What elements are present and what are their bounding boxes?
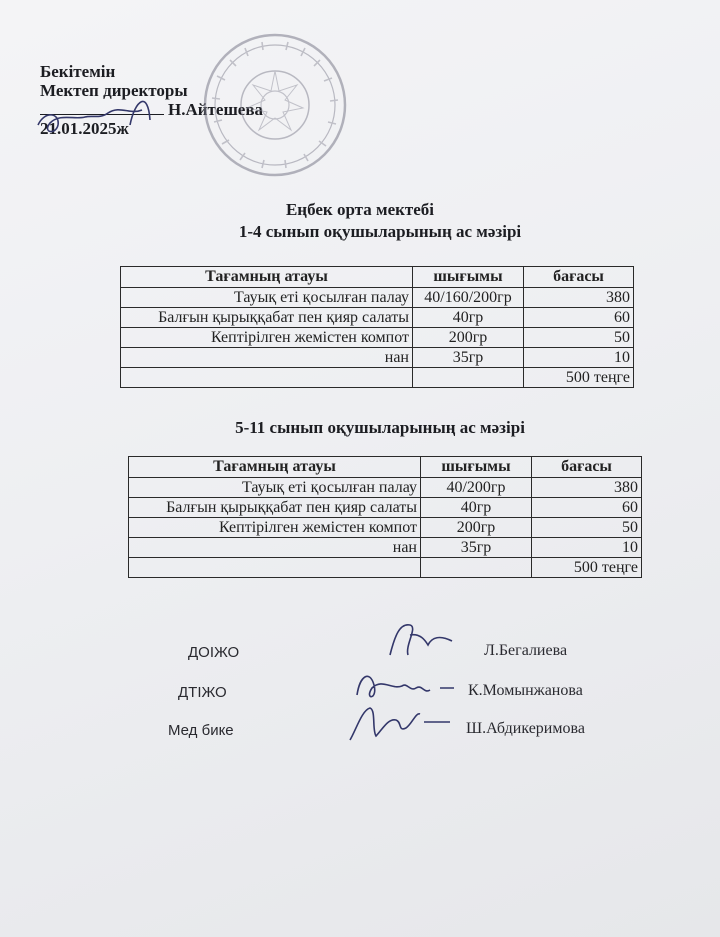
dish-name: нан bbox=[129, 538, 421, 558]
approval-line-approve: Бекітемін bbox=[40, 62, 116, 81]
table-total-row bbox=[129, 558, 642, 578]
table-row bbox=[121, 348, 634, 368]
signer-name: К.Момынжанова bbox=[468, 682, 583, 699]
table-total-row bbox=[121, 368, 634, 388]
director-name: Н.Айтешева bbox=[168, 100, 264, 119]
table-row bbox=[129, 478, 642, 498]
dish-yield: 35гр bbox=[413, 348, 524, 368]
table-row bbox=[121, 308, 634, 328]
dish-name: Тауық еті қосылған палау bbox=[121, 288, 413, 308]
column-header-yield: шығымы bbox=[421, 457, 532, 478]
menu-table-grades-5-11 bbox=[128, 456, 642, 578]
dish-price: 60 bbox=[532, 498, 642, 518]
empty-cell bbox=[121, 368, 413, 388]
dish-price: 60 bbox=[524, 308, 634, 328]
empty-cell bbox=[413, 368, 524, 388]
table-row bbox=[121, 328, 634, 348]
dish-yield: 200гр bbox=[413, 328, 524, 348]
table-row bbox=[129, 518, 642, 538]
dish-name: Кептірілген жемістен компот bbox=[121, 328, 413, 348]
total-price: 500 теңге bbox=[524, 368, 634, 388]
director-signature-icon bbox=[30, 95, 180, 150]
table-header-row bbox=[129, 457, 642, 478]
signer-role: Мед бике bbox=[168, 722, 234, 739]
menu-table-grades-1-4 bbox=[120, 266, 634, 388]
table-header-row bbox=[121, 267, 634, 288]
dish-name: нан bbox=[121, 348, 413, 368]
dish-yield: 40гр bbox=[421, 498, 532, 518]
signer-role: ДТІЖО bbox=[178, 684, 227, 701]
column-header-price: бағасы bbox=[532, 457, 642, 478]
dish-price: 380 bbox=[532, 478, 642, 498]
empty-cell bbox=[129, 558, 421, 578]
table-row bbox=[129, 498, 642, 518]
dish-name: Балғын қырыққабат пен қияр салаты bbox=[129, 498, 421, 518]
signature-icon bbox=[346, 700, 456, 748]
column-header-yield: шығымы bbox=[413, 267, 524, 288]
signer-role: ДОІЖО bbox=[188, 644, 240, 661]
signer-name: Л.Бегалиева bbox=[484, 642, 568, 659]
table-row bbox=[121, 288, 634, 308]
dish-price: 380 bbox=[524, 288, 634, 308]
stamp-seal-icon bbox=[200, 30, 350, 180]
column-header-price: бағасы bbox=[524, 267, 634, 288]
dish-yield: 40/200гр bbox=[421, 478, 532, 498]
menu-title-grades-5-11: 5-11 сынып оқушыларының ас мәзірі bbox=[235, 418, 525, 437]
dish-name: Кептірілген жемістен компот bbox=[129, 518, 421, 538]
total-price: 500 теңге bbox=[532, 558, 642, 578]
dish-name: Тауық еті қосылған палау bbox=[129, 478, 421, 498]
table-row bbox=[129, 538, 642, 558]
dish-price: 50 bbox=[524, 328, 634, 348]
dish-yield: 40/160/200гр bbox=[413, 288, 524, 308]
dish-yield: 35гр bbox=[421, 538, 532, 558]
dish-yield: 200гр bbox=[421, 518, 532, 538]
column-header-dish: Тағамның атауы bbox=[121, 267, 413, 288]
dish-price: 10 bbox=[524, 348, 634, 368]
dish-price: 50 bbox=[532, 518, 642, 538]
signer-name: Ш.Абдикеримова bbox=[466, 720, 585, 737]
menu-title-grades-1-4: 1-4 сынып оқушыларының ас мәзірі bbox=[238, 222, 522, 241]
dish-name: Балғын қырыққабат пен қияр салаты bbox=[121, 308, 413, 328]
dish-price: 10 bbox=[532, 538, 642, 558]
approval-date: 21.01.2025ж bbox=[40, 119, 129, 138]
dish-yield: 40гр bbox=[413, 308, 524, 328]
empty-cell bbox=[421, 558, 532, 578]
school-name: Еңбек орта мектебі bbox=[285, 200, 435, 219]
signature-icon bbox=[380, 615, 460, 665]
approval-line-position: Мектеп директоры bbox=[40, 81, 188, 100]
column-header-dish: Тағамның атауы bbox=[129, 457, 421, 478]
